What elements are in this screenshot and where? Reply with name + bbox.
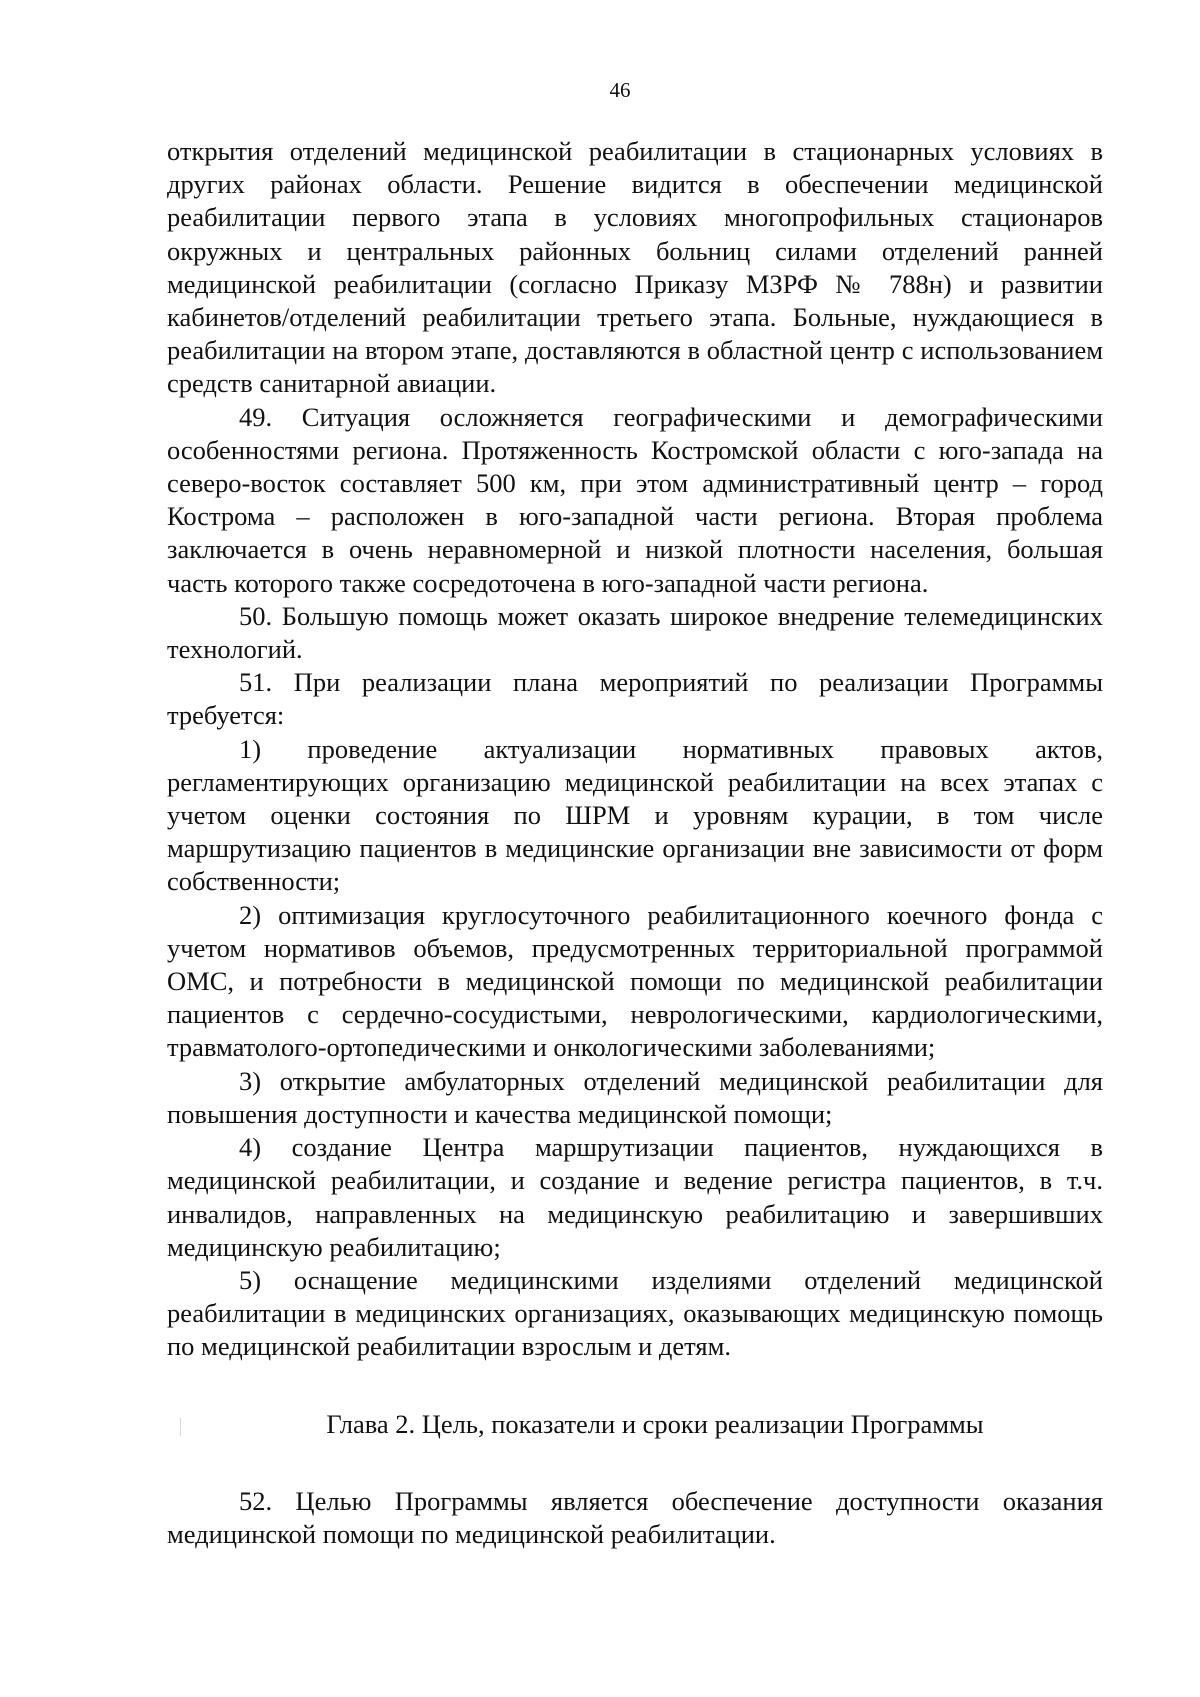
chapter-title: Глава 2. Цель, показатели и сроки реализации Программы <box>326 1408 984 1439</box>
scan-artifact <box>180 1418 181 1436</box>
list-item-1: 1) проведение актуализации нормативных правовых актов, регламентирующих организацию медицинской реабилитации на всех этапах с учетом оценки состояния по ШРМ и уровням курации, в том числе маршрутизацию пациентов в медицинские организации вне зависимости от форм собственности; <box>167 733 1103 897</box>
page-number: 46 <box>609 78 631 102</box>
paragraph-51: 51. При реализации плана мероприятий по реализации Программы требуется: <box>167 667 1103 731</box>
paragraph-49: 49. Ситуация осложняется географическими и демографическими особенностями региона. Протяженность Костромской области с юго-запада на северо-восток составляет 500 км, при этом административный центр – город Кострома – расположен в юго-западной части региона. Вторая проблема заключается в очень неравномерной и низкой плотности населения, большая часть которого также сосредоточена в юго-западной части региона. <box>167 401 1103 598</box>
paragraph-continuation: открытия отделений медицинской реабилитации в стационарных условиях в других районах области. Решение видится в обеспечении медицинской реабилитации первого этапа в условиях многопрофильных стационаров окружных и центральных районных больниц силами отделений ранней медицинской реабилитации (согласно Приказу МЗРФ № 788н) и развитии кабинетов/отделений реабилитации третьего этапа. Больные, нуждающиеся в реабилитации на втором этапе, доставляются в областной центр с использованием средств санитарной авиации. <box>167 136 1103 399</box>
list-item-5: 5) оснащение медицинскими изделиями отделений медицинской реабилитации в медицинских организациях, оказывающих медицинскую помощь по медицинской реабилитации взрослым и детям. <box>167 1264 1103 1362</box>
list-item-4: 4) создание Центра маршрутизации пациентов, нуждающихся в медицинской реабилитации, и создание и ведение регистра пациентов, в т.ч. инвалидов, направленных на медицинскую реабилитацию и завершивших медицинскую реабилитацию; <box>167 1132 1103 1262</box>
paragraph-52: 52. Целью Программы является обеспечение доступности оказания медицинской помощи по медицинской реабилитации. <box>167 1485 1103 1549</box>
document-body <box>167 135 1103 1551</box>
list-item-2: 2) оптимизация круглосуточного реабилитационного коечного фонда с учетом нормативов объемов, предусмотренных территориальной программой ОМС, и потребности в медицинской помощи по медицинской реабилитации пациентов с сердечно-сосудистыми, неврологическими, кардиологическими, травматолого-ортопедическими и онкологическими заболеваниями; <box>167 899 1103 1063</box>
paragraph-50: 50. Большую помощь может оказать широкое внедрение телемедицинских технологий. <box>167 600 1103 665</box>
list-item-3: 3) открытие амбулаторных отделений медицинской реабилитации для повышения доступности и качества медицинской помощи; <box>167 1065 1103 1129</box>
